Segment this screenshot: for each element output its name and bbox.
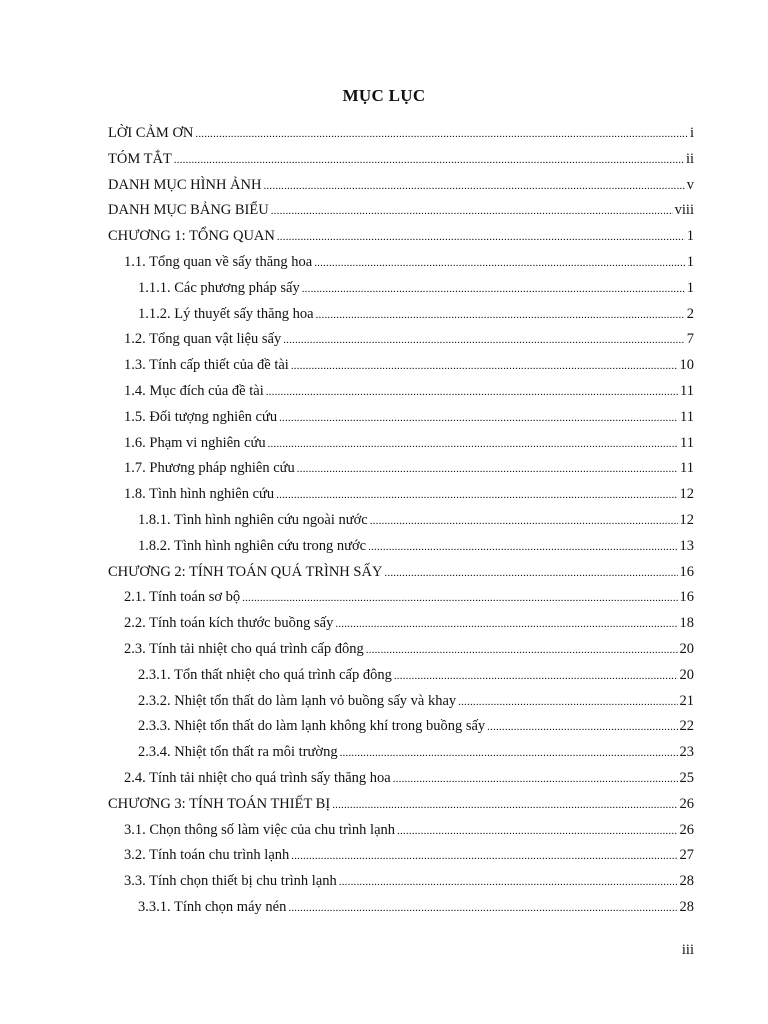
- dot-leader: [366, 637, 678, 664]
- dot-leader: [276, 482, 677, 509]
- toc-entry[interactable]: [108, 405, 694, 431]
- toc-entry[interactable]: [108, 663, 694, 689]
- toc-entry-page-number: 22: [679, 718, 694, 735]
- toc-entry-page-number: 27: [679, 847, 694, 864]
- dot-leader: [339, 869, 678, 896]
- page-number: iii: [681, 942, 694, 958]
- toc-entry-page-number: 28: [679, 898, 694, 915]
- toc-entry[interactable]: [108, 121, 694, 147]
- dot-leader: [291, 353, 678, 380]
- dot-leader: [316, 302, 685, 329]
- toc-entry-label: DANH MỤC HÌNH ẢNH: [108, 176, 262, 193]
- toc-entry-label: 1.1. Tổng quan về sấy thăng hoa: [124, 253, 313, 270]
- toc-entry[interactable]: [108, 843, 694, 869]
- dot-leader: [340, 740, 678, 767]
- dot-leader: [242, 585, 677, 612]
- toc-entry[interactable]: [108, 869, 694, 895]
- toc-entry-page-number: ii: [685, 150, 694, 167]
- dot-leader: [314, 250, 685, 277]
- toc-entry[interactable]: [108, 456, 694, 482]
- toc-entry[interactable]: [108, 224, 694, 250]
- toc-entry-label: 1.8. Tình hình nghiên cứu: [124, 486, 275, 503]
- toc-entry-page-number: viii: [674, 202, 694, 219]
- toc-entry-label: 2.3. Tính tải nhiệt cho quá trình cấp đông: [124, 640, 364, 657]
- dot-leader: [288, 895, 677, 922]
- toc-entry[interactable]: [108, 740, 694, 766]
- toc-entry-page-number: 26: [679, 821, 694, 838]
- toc-entry-label: 3.2. Tính toán chu trình lạnh: [124, 847, 290, 864]
- toc-entry-page-number: i: [689, 125, 694, 141]
- toc-entry-page-number: 23: [679, 744, 694, 761]
- toc-entry[interactable]: [108, 250, 694, 276]
- toc-entry[interactable]: [108, 379, 694, 405]
- toc-entry-label: LỜI CẢM ƠN: [108, 125, 194, 141]
- toc-entry-label: 1.3. Tính cấp thiết của đề tài: [124, 357, 289, 374]
- dot-leader: [332, 792, 677, 819]
- dot-leader: [297, 456, 678, 483]
- toc-entry[interactable]: [108, 560, 694, 586]
- toc-entry[interactable]: [108, 482, 694, 508]
- dot-leader: [370, 508, 678, 535]
- toc-entry-page-number: 1: [686, 253, 694, 270]
- toc-entry-page-number: 16: [679, 563, 694, 580]
- dot-leader: [291, 843, 677, 870]
- toc-entry-page-number: 12: [679, 511, 694, 528]
- toc-entry-label: 2.4. Tính tải nhiệt cho quá trình sấy thăng hoa: [124, 769, 391, 786]
- dot-leader: [487, 714, 677, 741]
- toc-entry-page-number: 11: [680, 434, 694, 451]
- page-title: MỤC LỤC: [342, 86, 426, 105]
- toc-entry[interactable]: [108, 147, 694, 173]
- dot-leader: [394, 663, 678, 690]
- toc-entry[interactable]: [108, 327, 694, 353]
- toc-entry-label: 3.3.1. Tính chọn máy nén: [138, 898, 287, 915]
- dot-leader: [458, 689, 677, 716]
- dot-leader: [268, 431, 678, 458]
- toc-entry-label: 1.7. Phương pháp nghiên cứu: [124, 460, 295, 477]
- toc-entry-label: CHƯƠNG 2: TÍNH TOÁN QUÁ TRÌNH SẤY: [108, 563, 383, 580]
- toc-entry[interactable]: [108, 173, 694, 199]
- toc-entry-page-number: 16: [679, 589, 694, 606]
- dot-leader: [266, 379, 678, 406]
- toc-entry-page-number: 20: [679, 666, 694, 683]
- table-of-contents: [108, 121, 694, 921]
- toc-entry-label: CHƯƠNG 3: TÍNH TOÁN THIẾT BỊ: [108, 795, 331, 812]
- toc-entry-label: 2.3.4. Nhiệt tổn thất ra môi trường: [138, 744, 338, 761]
- toc-entry-page-number: 18: [679, 615, 694, 632]
- toc-entry[interactable]: [108, 714, 694, 740]
- toc-entry-page-number: 11: [680, 408, 694, 425]
- toc-entry-label: 1.1.2. Lý thuyết sấy thăng hoa: [138, 305, 314, 322]
- toc-entry-page-number: 11: [680, 460, 694, 477]
- dot-leader: [277, 224, 685, 251]
- toc-entry[interactable]: [108, 689, 694, 715]
- toc-entry-page-number: 26: [679, 795, 694, 812]
- dot-leader: [302, 276, 685, 303]
- dot-leader: [174, 147, 684, 174]
- toc-entry-page-number: 1: [686, 279, 694, 296]
- toc-entry-page-number: 21: [679, 692, 694, 709]
- toc-entry[interactable]: [108, 895, 694, 921]
- toc-entry-page-number: 11: [680, 382, 694, 399]
- toc-entry[interactable]: [108, 766, 694, 792]
- dot-leader: [368, 534, 677, 561]
- toc-entry-label: TÓM TẮT: [108, 150, 172, 167]
- toc-entry-label: 1.8.1. Tình hình nghiên cứu ngoài nước: [138, 511, 368, 528]
- toc-entry-label: 1.2. Tổng quan vật liệu sấy: [124, 331, 282, 348]
- toc-entry-label: 2.2. Tính toán kích thước buồng sấy: [124, 615, 334, 632]
- dot-leader: [195, 121, 688, 148]
- toc-entry[interactable]: [108, 302, 694, 328]
- toc-entry-page-number: 7: [686, 331, 694, 348]
- toc-entry-label: 1.4. Mục đích của đề tài: [124, 382, 264, 399]
- toc-entry-label: 3.3. Tính chọn thiết bị chu trình lạnh: [124, 873, 337, 890]
- toc-entry[interactable]: [108, 198, 694, 224]
- toc-entry-label: 2.3.1. Tổn thất nhiệt cho quá trình cấp đông: [138, 666, 392, 683]
- toc-entry-label: 3.1. Chọn thông số làm việc của chu trình lạnh: [124, 821, 396, 838]
- toc-entry-label: 1.6. Phạm vi nghiên cứu: [124, 434, 266, 451]
- toc-entry[interactable]: [108, 534, 694, 560]
- toc-entry-page-number: v: [686, 176, 694, 193]
- dot-leader: [271, 198, 673, 225]
- dot-leader: [397, 818, 677, 845]
- toc-entry[interactable]: [108, 508, 694, 534]
- toc-entry[interactable]: [108, 353, 694, 379]
- toc-entry-page-number: 1: [686, 228, 694, 245]
- toc-entry-label: 2.1. Tính toán sơ bộ: [124, 589, 241, 606]
- toc-entry[interactable]: [108, 431, 694, 457]
- toc-entry[interactable]: [108, 585, 694, 611]
- toc-entry-page-number: 13: [679, 537, 694, 554]
- toc-entry-label: 1.5. Đối tượng nghiên cứu: [124, 408, 278, 425]
- toc-entry-label: 2.3.3. Nhiệt tổn thất do làm lạnh không khí trong buồng sấy: [138, 718, 486, 735]
- dot-leader: [384, 560, 677, 587]
- toc-entry[interactable]: [108, 637, 694, 663]
- toc-entry-page-number: 12: [679, 486, 694, 503]
- toc-entry-label: DANH MỤC BẢNG BIỂU: [108, 202, 269, 219]
- toc-entry-page-number: 25: [679, 769, 694, 786]
- dot-leader: [263, 173, 684, 200]
- dot-leader: [393, 766, 678, 793]
- toc-entry-label: CHƯƠNG 1: TỔNG QUAN: [108, 228, 275, 245]
- toc-entry-page-number: 10: [679, 357, 694, 374]
- toc-entry[interactable]: [108, 792, 694, 818]
- dot-leader: [335, 611, 677, 638]
- dot-leader: [283, 327, 685, 354]
- dot-leader: [279, 405, 678, 432]
- toc-entry-label: 1.8.2. Tình hình nghiên cứu trong nước: [138, 537, 367, 554]
- toc-entry-page-number: 20: [679, 640, 694, 657]
- toc-entry-label: 2.3.2. Nhiệt tổn thất do làm lạnh vỏ buồng sấy và khay: [138, 692, 457, 709]
- toc-entry[interactable]: [108, 276, 694, 302]
- toc-entry-label: 1.1.1. Các phương pháp sấy: [138, 279, 300, 296]
- toc-entry-page-number: 28: [679, 873, 694, 890]
- toc-entry[interactable]: [108, 818, 694, 844]
- toc-entry-page-number: 2: [686, 305, 694, 322]
- toc-entry[interactable]: [108, 611, 694, 637]
